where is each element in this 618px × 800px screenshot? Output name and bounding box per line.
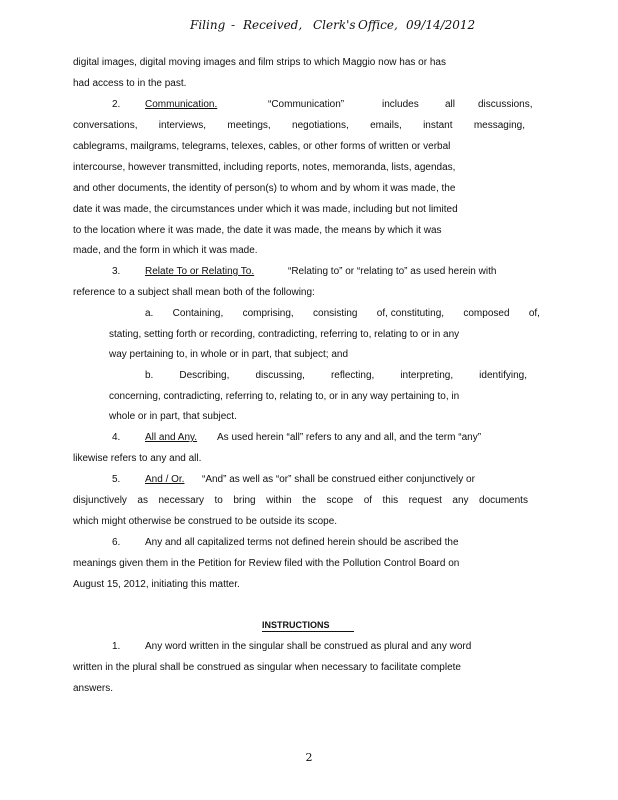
text-word: “Communication” [268,99,345,110]
text-word: consisting [313,308,358,319]
definition-number: 5. [112,474,121,485]
definition-term: And / Or. [145,474,185,485]
text-line: and other documents, the identity of person(s) to whom and by whom it was made, the [73,183,456,194]
text-word: of, constituting, [376,308,445,319]
text-line: written in the plural shall be construed as singular when necessary to facilitate complete [73,662,461,673]
text-word: scope [326,495,354,506]
text-word: Containing, [172,308,224,319]
text-word: to [214,495,223,506]
definition-5 [112,473,475,487]
text-line: digital images, digital moving images and film strips to which Maggio now has or has [73,57,446,68]
text-word: interpreting, [400,370,454,381]
text-line: concerning, contradicting, referring to, relating to, or in any way pertaining to, in [109,391,460,402]
instruction-number: 1. [112,641,121,652]
text-word: comprising, [242,308,294,319]
text-word: reflecting, [330,370,375,381]
text-word: composed [463,308,510,319]
subitem-b [145,369,527,383]
text-line: to the location where it was made, the date it was made, the means by which it was [73,225,442,236]
definition-4 [112,431,481,445]
definition-number: 3. [112,266,121,277]
text-line: date it was made, the circumstances under which it was made, including but not limited [73,204,458,215]
definition-2 [112,98,533,112]
text-word: all [445,99,456,110]
text-word: as [137,495,148,506]
text-word: necessary [158,495,205,506]
text-word: any [452,495,469,506]
definition-number: 4. [112,432,121,443]
text-word: messaging, [473,120,525,131]
text-line: intercourse, however transmitted, including reports, notes, memoranda, lists, agendas, [73,162,456,173]
text-line: answers. [73,683,114,694]
header-filing: Filing [190,18,226,32]
text-word: discussing, [255,370,305,381]
text-word: documents [479,495,528,506]
text-word: instant [423,120,453,131]
text-word: this [382,495,399,506]
definition-number: 2. [112,99,121,110]
header-dash: - [231,18,236,32]
text-line: had access to in the past. [73,78,187,89]
text-line: made, and the form in which it was made. [73,245,258,256]
subitem-letter: b. [145,370,154,381]
section-title: INSTRUCTIONS [262,619,354,632]
text-word: request [408,495,442,506]
definition-term: Communication. [145,99,218,110]
text-word: disjunctively [73,495,127,506]
text-line: meanings given them in the Petition for Review filed with the Pollution Control Board on [73,558,460,569]
text-word: negotiations, [292,120,349,131]
text-line: cablegrams, mailgrams, telegrams, telexes, cables, or other forms of written or verbal [73,141,451,152]
definition-text: “And” as well as “or” shall be construed either conjunctively or [202,474,475,485]
instruction-text: Any word written in the singular shall be construed as plural and any word [145,641,472,652]
text-word: interviews, [158,120,207,131]
text-word: includes [382,99,419,110]
text-word: bring [233,495,256,506]
page-number: 2 [305,751,313,764]
text-line: reference to a subject shall mean both of the following: [73,287,315,298]
definition-term: Relate To or Relating To. [145,266,255,277]
header-office: Office, [358,18,398,32]
filing-header [0,18,618,38]
text-word: of, [528,308,540,319]
instruction-1 [112,640,471,654]
text-line-justified [73,494,528,508]
text-line: stating, setting forth or recording, contradicting, referring to, relating to or in any [109,329,460,340]
text-line: whole or in part, that subject. [109,411,237,422]
definition-3 [112,265,496,279]
header-clerks: Clerk's [313,18,356,32]
text-line: way pertaining to, in whole or in part, that subject; and [109,349,349,360]
text-word: identifying, [479,370,527,381]
header-date: 09/14/2012 [406,18,476,32]
definition-text: As used herein “all” refers to any and all, and the term “any” [217,432,482,443]
text-word: emails, [370,120,402,131]
definition-text: “Relating to” or “relating to” as used herein with [288,266,497,277]
text-word: conversations, [73,120,138,131]
header-received: Received, [243,18,303,32]
definition-6 [112,536,459,550]
text-line: August 15, 2012, initiating this matter. [73,579,240,590]
text-word: the [302,495,317,506]
definition-text: Any and all capitalized terms not defined herein should be ascribed the [145,537,459,548]
definition-term: All and Any. [145,432,198,443]
text-line: likewise refers to any and all. [73,453,202,464]
text-word: within [266,495,292,506]
text-line: which might otherwise be construed to be outside its scope. [73,516,338,527]
text-word: meetings, [227,120,271,131]
text-word: discussions, [478,99,533,110]
text-line-justified [73,119,525,133]
text-word: Describing, [179,370,230,381]
subitem-a [145,307,540,321]
text-word: of [363,495,373,506]
definition-number: 6. [112,537,121,548]
subitem-letter: a. [145,308,154,319]
